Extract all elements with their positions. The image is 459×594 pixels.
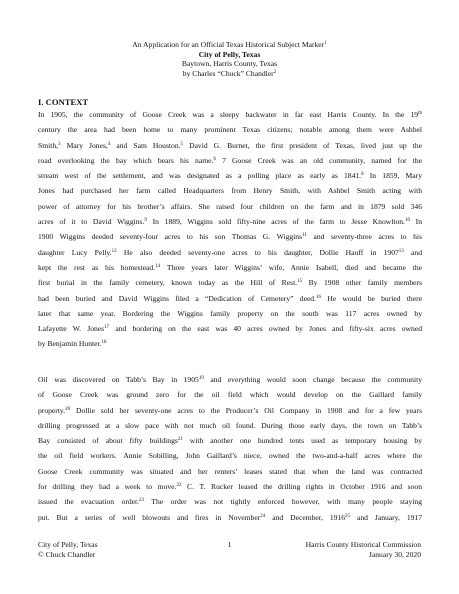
text-line: 1900 Wiggins deeded seventy-four acres to his son Thomas G. Wiggins$^{11}$ and seventy-three acres to his [38,232,422,242]
document-author: by Charles “Chuck” Chandler [182,68,274,78]
text-line: Lafayette W. Jones$^{17}$ and bordering on the east was 40 acres owned by Jones and fifty-six acres owned [38,324,422,334]
text-line: kept the rest as his homestead.$^{14}$ Three years later Wiggins’ wife, Annie Isabell, died and became the [38,262,423,272]
document-title: An Application for an Official Texas Historical Subject Marker [132,40,325,49]
text-line: In 1905, the community of Goose Creek was a sleepy backwater in far east Harris County. In the 19th [38,110,422,119]
text-line: for drilling they had a week to move.$^{22}$ C. T. Rucker leased the drilling rights in October 1916 and soon [38,482,423,492]
text-line: property.$^{20}$ Dollie sold her seventy-one acres to the Producer’s Oil Company in 1908 and for a few years [38,405,422,415]
text-line: daughter Lucy Pelly.$^{12}$ He also deeded seventy-one acres to his daughter, Dollie Hauff in 1907$^{13}$ and [38,247,422,257]
text-line: Smith,$^3$ Mary Jones,$^4$ and Sam Houston.$^5$ David G. Burnet, the first president of Texas, lived just up the [38,140,422,150]
text-line: stream west of the settlement, and was designated as a polling place as early as 1841.$^8$ In 1859, Mary [38,171,422,181]
document-title-line [0,40,459,50]
footer-date: January 30, 2020 [368,549,421,559]
footnote-ref: 1 [324,41,327,46]
text-line: first burial in the family cemetery, known today as the Hill of Rest.$^{15}$ By 1908 other family members [38,278,422,288]
text-line: power of attorney for his brother’s affairs. She raised four children on the farm and in 1879 sold 346 [38,201,422,211]
text-line: Jones had purchased her farm called Headquarters from Henry Smith, with Ashbel Smith acting with [38,186,422,196]
paragraph-1 [38,107,422,352]
page-number: 1 [227,540,232,549]
text-line: had been buried and David Wiggins filed a “Dedication of Cemetery” deed.$^{16}$ He would be buried there [38,293,422,303]
text-line: later that same year. Bordering the Wiggins family property on the south was 117 acres owned by [38,308,422,318]
footnote-ref: 2 [273,69,277,75]
footer-copyright: © Chuck Chandler [38,549,96,559]
text-line: of Goose Creek was ground zero for the oil field which would develop on the Gaillard family [38,390,422,400]
document-subject: City of Pelly, Texas [198,49,261,59]
document-location: Baytown, Harris County, Texas [181,59,278,69]
text-line: by Benjamin Hunter.$^{18}$ [38,339,107,349]
document-header [0,40,459,78]
footer-organization: Harris County Historical Commission [305,540,421,549]
text-line: Bay consisted of about fifty buildings$^{21}$ with another one hundred tents used as temporary housing by [38,436,422,446]
text-line: acres of it to David Wiggins.$^9$ In 1889, Wiggins sold fifty-nine acres of the farm to Jesse Knowlton.$^{10}$ In [38,217,422,227]
footer-title: City of Pelly, Texas [38,540,98,549]
footer-right [306,540,421,559]
text-line: put. But a series of well blowouts and fires in November$^{24}$ and December, 1916$^{25}$ and January, 1917 [38,512,423,522]
text-line: drilling progressed at a slow pace with not much oil found. During those early days, the town on Tabb’s [38,420,422,430]
text-line: Goose Creek community was situated and her renters’ leases stated that when the land was contracted [38,466,422,476]
section-heading: I. CONTEXT [38,97,89,107]
paragraph-2 [38,372,422,525]
text-line: the oil field workers. Annie Sobilling, John Gaillard’s niece, owned the two-and-a-half acres where the [38,451,422,461]
text-line: Oil was discovered on Tabb’s Bay in 1905$^{19}$ and everything would soon change because the community [38,375,422,384]
text-line: road overlooking the bay which bears his name.$^6$ 7 Goose Creek was an old community, named for the [38,155,422,165]
document-author-line [0,69,459,79]
text-line: century the area had been home to many prominent Texas citizens; notable among them were Ashbel [38,125,422,135]
text-line: issued the evacuation order.$^{23}$ The order was not tightly enforced however, with many people staying [38,497,422,507]
